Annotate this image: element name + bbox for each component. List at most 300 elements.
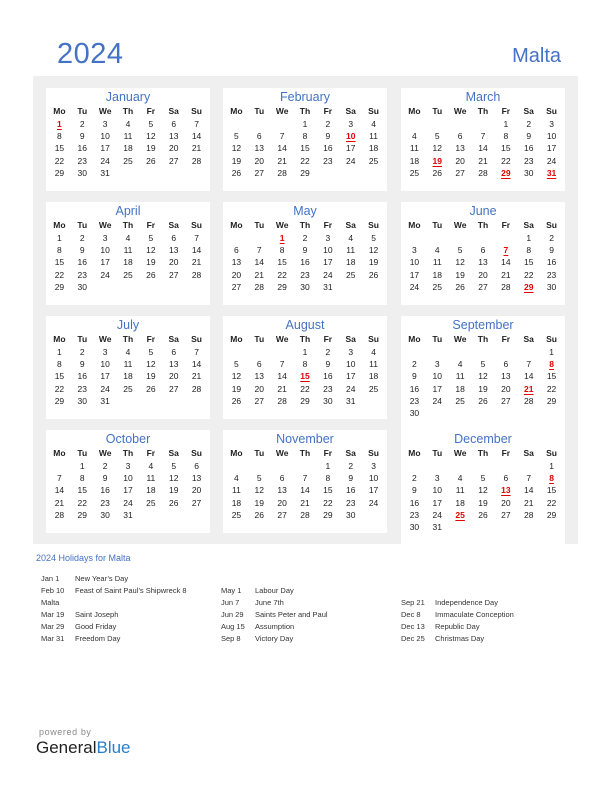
day-cell: 21 [523, 497, 534, 508]
day-cell: 27 [501, 509, 511, 520]
day-cell: 26 [478, 509, 488, 520]
day-cell: 13 [478, 257, 488, 268]
month-grid [401, 219, 565, 293]
day-cell: 17 [100, 143, 110, 154]
day-cell: 22 [54, 269, 65, 280]
day-cell: 15 [277, 257, 287, 268]
empty-cell [403, 232, 426, 244]
weekday-header: Sa [168, 334, 179, 344]
day-cell: 14 [191, 245, 202, 256]
empty-cell [248, 346, 271, 358]
day-cell: 12 [231, 371, 242, 382]
holiday-column [401, 597, 514, 645]
day-cell: 17 [368, 485, 379, 496]
day-cell: 10 [100, 131, 110, 142]
weekday-header: Su [191, 334, 202, 344]
day-cell: 25 [345, 269, 356, 280]
day-cell: 12 [478, 371, 488, 382]
day-cell: 25 [432, 281, 442, 292]
day-cell: 16 [77, 371, 87, 382]
weekday-header: Tu [432, 448, 443, 458]
empty-cell [472, 118, 495, 130]
weekday-header: Sa [523, 334, 534, 344]
day-cell: 18 [432, 269, 442, 280]
day-cell: 12 [455, 257, 465, 268]
holiday-day: 25 [455, 509, 465, 520]
day-cell: 25 [231, 509, 242, 520]
day-cell: 21 [501, 269, 511, 280]
day-cell: 1 [302, 347, 308, 357]
day-cell: 25 [409, 167, 420, 178]
day-cell: 28 [300, 509, 310, 520]
day-cell: 27 [254, 167, 264, 178]
day-cell: 5 [148, 119, 154, 129]
empty-cell [248, 460, 271, 472]
weekday-header: Su [368, 220, 379, 230]
day-cell: 2 [526, 119, 532, 129]
day-cell: 9 [79, 131, 85, 142]
day-cell: 10 [409, 257, 420, 268]
day-cell: 8 [57, 245, 62, 256]
day-cell: 31 [345, 395, 356, 406]
empty-cell [225, 460, 248, 472]
day-cell: 28 [523, 509, 534, 520]
day-cell: 3 [412, 245, 417, 256]
day-cell: 5 [434, 131, 440, 142]
weekday-header: Su [368, 448, 379, 458]
holiday-name: Victory Day [255, 634, 294, 643]
day-cell: 20 [501, 383, 511, 394]
month-title: November [276, 432, 334, 446]
day-cell: 17 [432, 497, 442, 508]
holiday-name: Freedom Day [75, 634, 121, 643]
empty-cell [248, 118, 271, 130]
day-cell: 27 [168, 155, 179, 166]
holiday-name: Saint Joseph [75, 610, 119, 619]
day-cell: 6 [256, 359, 262, 370]
holiday-day: 15 [300, 371, 310, 382]
month-grid [46, 447, 210, 521]
day-cell: 16 [323, 143, 333, 154]
day-cell: 30 [100, 509, 110, 520]
day-cell: 6 [234, 245, 239, 256]
day-cell: 4 [125, 233, 131, 243]
holiday-row [221, 621, 328, 633]
holiday-day: 8 [549, 359, 554, 370]
brand-blue: Blue [96, 738, 131, 757]
holiday-day: 29 [523, 281, 534, 292]
day-cell: 20 [501, 497, 511, 508]
weekday-header: Th [477, 334, 489, 344]
weekday-header: Tu [432, 220, 443, 230]
month-february [223, 88, 387, 191]
day-cell: 27 [277, 509, 287, 520]
empty-cell [517, 346, 540, 358]
day-cell: 13 [455, 143, 465, 154]
day-cell: 29 [54, 395, 65, 406]
day-cell: 24 [100, 383, 110, 394]
day-cell: 10 [432, 485, 442, 496]
empty-cell [225, 346, 248, 358]
holiday-day: 1 [279, 233, 285, 243]
day-cell: 5 [148, 233, 154, 243]
day-cell: 17 [546, 143, 557, 154]
holiday-day: 19 [432, 155, 442, 166]
day-cell: 23 [100, 497, 110, 508]
day-cell: 28 [254, 281, 264, 292]
holiday-day: 13 [501, 485, 511, 496]
weekday-header: Sa [345, 334, 356, 344]
weekday-header: Sa [523, 106, 534, 116]
day-cell: 19 [478, 497, 488, 508]
empty-cell [271, 460, 294, 472]
day-cell: 22 [501, 155, 511, 166]
day-cell: 7 [279, 359, 285, 370]
month-grid [223, 105, 387, 179]
day-cell: 1 [549, 461, 554, 471]
day-cell: 25 [368, 155, 379, 166]
day-cell: 5 [148, 347, 154, 357]
empty-cell [449, 118, 472, 130]
weekday-header: Th [299, 448, 311, 458]
holiday-date: Jun 29 [221, 610, 244, 619]
day-cell: 14 [523, 485, 534, 496]
day-cell: 18 [146, 485, 156, 496]
day-cell: 2 [79, 233, 85, 243]
month-title: October [105, 432, 151, 446]
month-title: July [116, 318, 140, 332]
day-cell: 2 [348, 461, 354, 471]
weekday-header: Th [122, 106, 134, 116]
day-cell: 15 [523, 257, 534, 268]
weekday-header: We [98, 334, 112, 344]
day-cell: 13 [277, 485, 287, 496]
day-cell: 12 [231, 143, 242, 154]
day-cell: 24 [409, 281, 420, 292]
day-cell: 27 [231, 281, 242, 292]
weekday-header: Tu [254, 106, 265, 116]
weekday-header: We [98, 220, 112, 230]
day-cell: 11 [146, 473, 156, 484]
day-cell: 9 [302, 245, 308, 256]
day-cell: 26 [432, 167, 442, 178]
holiday-date: Dec 25 [401, 634, 425, 643]
day-cell: 13 [168, 245, 179, 256]
day-cell: 10 [345, 359, 356, 370]
holiday-row [41, 609, 187, 621]
day-cell: 22 [277, 269, 287, 280]
day-cell: 26 [455, 281, 465, 292]
holiday-date: Sep 21 [401, 598, 425, 607]
weekday-header: Mo [53, 106, 66, 116]
day-cell: 16 [100, 485, 110, 496]
holidays-title: 2024 Holidays for Malta [36, 553, 131, 563]
empty-cell [294, 460, 317, 472]
day-cell: 18 [123, 371, 133, 382]
day-cell: 20 [168, 143, 179, 154]
day-cell: 9 [325, 131, 331, 142]
day-cell: 13 [254, 371, 264, 382]
day-cell: 6 [171, 347, 177, 357]
day-cell: 24 [345, 383, 356, 394]
day-cell: 18 [123, 143, 133, 154]
day-cell: 1 [503, 119, 509, 129]
day-cell: 27 [191, 497, 202, 508]
weekday-header: Su [546, 220, 557, 230]
weekday-header: Th [299, 334, 311, 344]
day-cell: 6 [503, 359, 509, 370]
day-cell: 23 [523, 155, 534, 166]
day-cell: 10 [123, 473, 133, 484]
day-cell: 2 [79, 347, 85, 357]
weekday-header: Fr [501, 106, 511, 116]
day-cell: 5 [371, 233, 376, 243]
day-cell: 14 [523, 371, 534, 382]
month-august [223, 316, 387, 419]
day-cell: 26 [231, 167, 242, 178]
day-cell: 8 [57, 131, 62, 142]
day-cell: 17 [123, 485, 133, 496]
day-cell: 9 [102, 473, 108, 484]
day-cell: 7 [194, 119, 199, 129]
empty-cell [271, 118, 294, 130]
day-cell: 11 [369, 359, 378, 370]
month-september [401, 316, 565, 432]
day-cell: 26 [146, 383, 156, 394]
day-cell: 4 [457, 359, 463, 370]
day-cell: 2 [102, 461, 108, 471]
day-cell: 14 [254, 257, 264, 268]
day-cell: 5 [256, 473, 262, 484]
day-cell: 17 [409, 269, 420, 280]
day-cell: 18 [409, 155, 420, 166]
weekday-header: Mo [408, 448, 421, 458]
day-cell: 15 [77, 485, 87, 496]
day-cell: 25 [368, 383, 379, 394]
empty-cell [449, 460, 472, 472]
day-cell: 8 [302, 131, 308, 142]
empty-cell [449, 346, 472, 358]
day-cell: 22 [300, 155, 310, 166]
day-cell: 4 [125, 119, 131, 129]
day-cell: 16 [345, 485, 356, 496]
day-cell: 2 [549, 233, 554, 243]
day-cell: 1 [57, 347, 62, 357]
holiday-column [221, 585, 328, 645]
day-cell: 26 [146, 269, 156, 280]
month-title: September [452, 318, 514, 332]
day-cell: 27 [455, 167, 465, 178]
empty-cell [426, 118, 449, 130]
day-cell: 13 [254, 143, 264, 154]
month-november [223, 430, 387, 533]
month-grid [46, 333, 210, 407]
weekday-header: We [453, 220, 467, 230]
day-cell: 2 [325, 347, 331, 357]
day-cell: 9 [79, 245, 85, 256]
day-cell: 25 [123, 383, 133, 394]
empty-cell [472, 232, 495, 244]
weekday-header: Fr [323, 220, 333, 230]
day-cell: 12 [146, 131, 156, 142]
weekday-header: Tu [254, 220, 265, 230]
day-cell: 30 [77, 167, 87, 178]
day-cell: 7 [526, 473, 532, 484]
holiday-row [221, 609, 328, 621]
empty-cell [494, 232, 517, 244]
day-cell: 6 [256, 131, 262, 142]
weekday-header: Sa [168, 106, 179, 116]
day-cell: 15 [54, 143, 65, 154]
weekday-header: Tu [432, 106, 443, 116]
holiday-row [221, 633, 328, 645]
day-cell: 18 [455, 383, 465, 394]
day-cell: 24 [368, 497, 379, 508]
month-october [46, 430, 210, 533]
weekday-header: We [98, 106, 112, 116]
day-cell: 3 [434, 473, 440, 484]
day-cell: 16 [77, 257, 87, 268]
day-cell: 6 [279, 473, 285, 484]
day-cell: 21 [254, 269, 264, 280]
day-cell: 28 [277, 395, 287, 406]
holiday-date: Jun 7 [221, 598, 240, 607]
day-cell: 23 [77, 155, 87, 166]
day-cell: 3 [434, 359, 440, 370]
day-cell: 7 [526, 359, 532, 370]
day-cell: 19 [146, 143, 156, 154]
weekday-header: Fr [146, 106, 156, 116]
month-title: February [279, 90, 331, 104]
day-cell: 21 [277, 383, 287, 394]
day-cell: 4 [434, 245, 440, 256]
day-cell: 22 [523, 269, 534, 280]
day-cell: 10 [368, 473, 379, 484]
day-cell: 8 [279, 245, 285, 256]
day-cell: 20 [168, 371, 179, 382]
day-cell: 7 [480, 131, 486, 142]
day-cell: 31 [432, 521, 442, 532]
empty-cell [271, 346, 294, 358]
month-grid [223, 333, 387, 407]
holiday-day: 21 [523, 383, 534, 394]
day-cell: 20 [277, 497, 287, 508]
month-april [46, 202, 210, 305]
holiday-date: Feb 10 [41, 586, 65, 595]
day-cell: 6 [457, 131, 463, 142]
day-cell: 15 [54, 257, 65, 268]
day-cell: 7 [256, 245, 262, 256]
weekday-header: We [98, 448, 112, 458]
day-cell: 16 [523, 143, 534, 154]
day-cell: 5 [234, 131, 239, 142]
day-cell: 7 [279, 131, 285, 142]
day-cell: 23 [77, 269, 87, 280]
day-cell: 8 [57, 359, 62, 370]
weekday-header: Tu [254, 334, 265, 344]
holiday-row [401, 609, 514, 621]
empty-cell [225, 232, 248, 244]
day-cell: 27 [501, 395, 511, 406]
day-cell: 19 [455, 269, 465, 280]
weekday-header: Tu [77, 220, 88, 230]
day-cell: 1 [325, 461, 331, 471]
weekday-header: We [275, 106, 289, 116]
weekday-header: Mo [230, 220, 243, 230]
month-grid [46, 105, 210, 179]
weekday-header: Su [191, 220, 202, 230]
day-cell: 29 [546, 509, 557, 520]
day-cell: 29 [54, 167, 65, 178]
day-cell: 3 [125, 461, 131, 471]
day-cell: 13 [231, 257, 242, 268]
month-june [401, 202, 565, 305]
weekday-header: Tu [77, 448, 88, 458]
day-cell: 12 [146, 359, 156, 370]
weekday-header: We [453, 448, 467, 458]
day-cell: 9 [325, 359, 331, 370]
holiday-day: 1 [57, 119, 62, 129]
day-cell: 30 [409, 521, 420, 532]
day-cell: 12 [368, 245, 379, 256]
day-cell: 30 [345, 509, 356, 520]
country-title: Malta [512, 45, 561, 67]
holiday-date: Aug 15 [221, 622, 245, 631]
month-may [223, 202, 387, 305]
weekday-header: Mo [408, 220, 421, 230]
day-cell: 14 [191, 131, 202, 142]
day-cell: 2 [412, 359, 417, 370]
day-cell: 19 [146, 371, 156, 382]
day-cell: 4 [457, 473, 463, 484]
day-cell: 21 [191, 371, 202, 382]
empty-cell [449, 232, 472, 244]
day-cell: 14 [300, 485, 310, 496]
day-cell: 20 [478, 269, 488, 280]
day-cell: 23 [323, 155, 333, 166]
day-cell: 23 [345, 497, 356, 508]
day-cell: 21 [191, 143, 202, 154]
day-cell: 3 [102, 233, 108, 243]
holiday-name: Republic Day [435, 622, 480, 631]
day-cell: 28 [277, 167, 287, 178]
weekday-header: Th [299, 220, 311, 230]
day-cell: 28 [501, 281, 511, 292]
weekday-header: Mo [230, 106, 243, 116]
day-cell: 3 [325, 233, 331, 243]
weekday-header: Fr [323, 334, 333, 344]
day-cell: 16 [409, 497, 420, 508]
weekday-header: Su [191, 106, 202, 116]
day-cell: 24 [100, 269, 110, 280]
holiday-day: 8 [549, 473, 554, 484]
day-cell: 24 [345, 155, 356, 166]
holiday-date: Jan 1 [41, 574, 60, 583]
day-cell: 31 [100, 395, 110, 406]
day-cell: 26 [231, 395, 242, 406]
day-cell: 20 [191, 485, 202, 496]
day-cell: 20 [254, 383, 264, 394]
holiday-row [401, 633, 514, 645]
generalblue-logo[interactable] [36, 738, 131, 758]
day-cell: 13 [501, 371, 511, 382]
weekday-header: Th [477, 106, 489, 116]
day-cell: 25 [123, 155, 133, 166]
day-cell: 29 [300, 167, 310, 178]
day-cell: 26 [254, 509, 264, 520]
day-cell: 21 [478, 155, 488, 166]
day-cell: 10 [546, 131, 557, 142]
